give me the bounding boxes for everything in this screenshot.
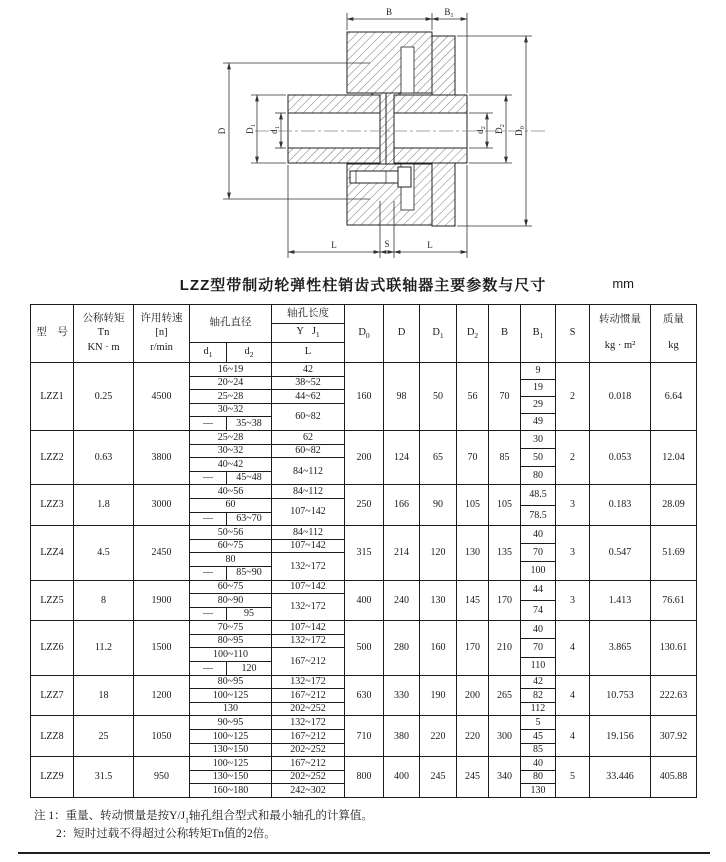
cell-B1: [521, 675, 556, 716]
header-inertia: 转动惯量 kg · m²: [590, 305, 651, 363]
b1-value: 50: [521, 449, 555, 467]
cell-bore-range: 80~90: [190, 594, 272, 608]
cell-B1: [521, 430, 556, 484]
b1-value: 29: [521, 397, 555, 414]
cell-bore-range: 30~32: [190, 403, 272, 417]
cell-D1: 65: [420, 430, 457, 484]
b1-stack: [521, 431, 555, 484]
cell-bore-range: 20~24: [190, 376, 272, 390]
b1-stack: [521, 676, 555, 716]
cell-bore-d2: 120: [227, 662, 272, 676]
dim-label-d2: $d_2$: [475, 126, 487, 134]
cell-D: 330: [384, 675, 420, 716]
cell-length: 202~252: [272, 743, 345, 757]
cell-S: 3: [556, 485, 590, 526]
cell-bore-range: 25~28: [190, 390, 272, 404]
cell-D0: 315: [345, 526, 384, 580]
cell-length: 107~142: [272, 498, 345, 525]
cell-speed: 1900: [134, 580, 190, 621]
b1-value: 130: [530, 784, 546, 796]
cell-inertia: 0.183: [590, 485, 651, 526]
b1-value: 9: [521, 363, 555, 380]
cell-D2: 145: [457, 580, 489, 621]
table-row: [31, 485, 697, 499]
cell-length: 60~82: [272, 403, 345, 430]
cell-D0: 710: [345, 716, 384, 757]
cell-speed: 950: [134, 757, 190, 798]
cell-speed: 1500: [134, 621, 190, 675]
cell-bore-d2: 85~90: [227, 566, 272, 580]
header-YJ1: Y $J_1$: [272, 324, 345, 343]
cell-speed: 4500: [134, 363, 190, 431]
cell-D2: 170: [457, 621, 489, 675]
cell-S: 4: [556, 621, 590, 675]
cell-B: 210: [489, 621, 521, 675]
cell-model: LZZ5: [31, 580, 74, 621]
cell-inertia: 0.053: [590, 430, 651, 484]
cell-length: 167~212: [272, 648, 345, 675]
table-row: [31, 580, 697, 594]
dim-label-D1: $D_1$: [245, 124, 257, 134]
unit-label: mm: [612, 276, 634, 291]
cell-B1: [521, 485, 556, 526]
cell-mass: 405.88: [651, 757, 697, 798]
cell-length: 42: [272, 363, 345, 377]
cell-D: 240: [384, 580, 420, 621]
b1-stack: [521, 485, 555, 525]
table-row: [31, 363, 697, 377]
header-d1: $d_1$: [190, 343, 227, 363]
b1-value: 80: [533, 470, 543, 482]
header-D0: $D_0$: [345, 305, 384, 363]
cell-bore-range: 130~150: [190, 770, 272, 784]
cell-D: 166: [384, 485, 420, 526]
cell-bore-range: 130~150: [190, 743, 272, 757]
b1-value: 44: [521, 581, 555, 601]
cell-length: 132~172: [272, 553, 345, 580]
dim-label-d1: $d_1$: [269, 126, 281, 134]
header-L: L: [272, 343, 345, 363]
left-hub: [288, 95, 380, 163]
cell-bore-d1: —: [190, 471, 227, 485]
table-header: [31, 305, 697, 363]
cell-speed: 1050: [134, 716, 190, 757]
table-row: [31, 757, 697, 771]
cell-length: 60~82: [272, 444, 345, 458]
b1-value: 70: [521, 544, 555, 562]
b1-value: 40: [521, 526, 555, 544]
header-mass: 质量 kg: [651, 305, 697, 363]
cell-torque: 0.25: [74, 363, 134, 431]
cell-B1: [521, 363, 556, 431]
cell-speed: 3800: [134, 430, 190, 484]
b1-value: 82: [521, 689, 555, 703]
cell-model: LZZ9: [31, 757, 74, 798]
cell-mass: 6.64: [651, 363, 697, 431]
cell-length: 132~172: [272, 594, 345, 621]
cell-D: 400: [384, 757, 420, 798]
b1-stack: [521, 581, 555, 621]
cell-torque: 0.63: [74, 430, 134, 484]
cell-model: LZZ4: [31, 526, 74, 580]
cell-model: LZZ1: [31, 363, 74, 431]
cell-bore-range: 90~95: [190, 716, 272, 730]
cell-D2: 220: [457, 716, 489, 757]
cell-inertia: 10.753: [590, 675, 651, 716]
cell-D: 214: [384, 526, 420, 580]
dim-label-L-right: L: [427, 240, 433, 250]
b1-value: 70: [521, 639, 555, 657]
cell-inertia: 0.018: [590, 363, 651, 431]
cell-torque: 31.5: [74, 757, 134, 798]
cell-D0: 800: [345, 757, 384, 798]
header-S: S: [556, 305, 590, 363]
cell-length: 107~142: [272, 580, 345, 594]
b1-value: 80: [521, 771, 555, 785]
cell-D1: 245: [420, 757, 457, 798]
cell-D0: 160: [345, 363, 384, 431]
cell-length: 84~112: [272, 458, 345, 485]
table-row: [31, 526, 697, 540]
b1-value: 40: [521, 621, 555, 639]
cell-bore-range: 100~110: [190, 648, 272, 662]
header-D1: $D_1$: [420, 305, 457, 363]
note-2: 2：短时过载不得超过公称转矩Tn值的2倍。: [56, 827, 276, 840]
cell-length: 84~112: [272, 526, 345, 540]
cell-D0: 200: [345, 430, 384, 484]
cell-D1: 190: [420, 675, 457, 716]
cell-B: 170: [489, 580, 521, 621]
b1-value: 48.5: [521, 485, 555, 505]
cell-bore-range: 80~95: [190, 634, 272, 648]
b1-stack: [521, 621, 555, 674]
cell-bore-range: 30~32: [190, 444, 272, 458]
cell-torque: 8: [74, 580, 134, 621]
cell-D: 124: [384, 430, 420, 484]
cell-bore-d1: —: [190, 566, 227, 580]
dim-label-L-left: L: [331, 240, 337, 250]
cell-length: 132~172: [272, 675, 345, 689]
cell-inertia: 1.413: [590, 580, 651, 621]
table-row: [31, 430, 697, 444]
dim-label-B1: $B_1$: [444, 7, 454, 19]
cell-S: 4: [556, 716, 590, 757]
cell-model: LZZ3: [31, 485, 74, 526]
cell-D2: 56: [457, 363, 489, 431]
cell-length: 38~52: [272, 376, 345, 390]
header-d2: $d_2$: [227, 343, 272, 363]
header-D2: $D_2$: [457, 305, 489, 363]
cell-S: 2: [556, 363, 590, 431]
cell-D0: 500: [345, 621, 384, 675]
cell-bore-d2: 35~38: [227, 417, 272, 431]
header-D: D: [384, 305, 420, 363]
header-model: 型 号: [31, 305, 74, 363]
b1-value: 42: [521, 676, 555, 690]
cell-bore-range: 40~42: [190, 458, 272, 472]
cell-D1: 90: [420, 485, 457, 526]
b1-stack: [521, 526, 555, 579]
cell-inertia: 0.547: [590, 526, 651, 580]
parameter-table: [30, 304, 697, 798]
cell-inertia: 19.156: [590, 716, 651, 757]
cell-bore-range: 100~125: [190, 757, 272, 771]
cell-length: 167~212: [272, 689, 345, 703]
cell-D2: 200: [457, 675, 489, 716]
cell-length: 167~212: [272, 730, 345, 744]
b1-value: 85: [533, 744, 543, 756]
cell-D0: 250: [345, 485, 384, 526]
cell-bore-range: 60~75: [190, 580, 272, 594]
b1-value: 40: [521, 757, 555, 771]
cell-inertia: 33.446: [590, 757, 651, 798]
cell-S: 3: [556, 526, 590, 580]
cell-bore-range: 80~95: [190, 675, 272, 689]
b1-value: 78.5: [529, 509, 547, 521]
cell-bore-range: 80: [190, 553, 272, 567]
cell-bore-range: 60~75: [190, 539, 272, 553]
coupling-cross-section: [0, 0, 726, 268]
b1-value: 74: [533, 604, 543, 616]
cell-S: 2: [556, 430, 590, 484]
cell-D1: 50: [420, 363, 457, 431]
dim-label-D: D: [217, 127, 227, 135]
header-B1: $B_1$: [521, 305, 556, 363]
b1-value: 5: [521, 716, 555, 730]
cell-B1: [521, 716, 556, 757]
bottom-rule: [18, 852, 710, 854]
cell-length: 44~62: [272, 390, 345, 404]
cell-B: 135: [489, 526, 521, 580]
cell-length: 167~212: [272, 757, 345, 771]
cell-model: LZZ7: [31, 675, 74, 716]
cell-D1: 220: [420, 716, 457, 757]
cell-B: 265: [489, 675, 521, 716]
cell-D1: 120: [420, 526, 457, 580]
b1-value: 49: [533, 416, 543, 428]
cell-B1: [521, 757, 556, 798]
table-row: [31, 675, 697, 689]
cell-bore-range: 70~75: [190, 621, 272, 635]
table-row: [31, 716, 697, 730]
cell-mass: 51.69: [651, 526, 697, 580]
b1-value: 100: [530, 565, 546, 577]
cell-D2: 70: [457, 430, 489, 484]
b1-value: 19: [521, 380, 555, 397]
cell-torque: 18: [74, 675, 134, 716]
cell-S: 3: [556, 580, 590, 621]
cell-model: LZZ8: [31, 716, 74, 757]
cell-mass: 12.04: [651, 430, 697, 484]
cell-torque: 1.8: [74, 485, 134, 526]
dim-label-S: S: [384, 239, 390, 249]
cell-S: 4: [556, 675, 590, 716]
cell-B1: [521, 621, 556, 675]
header-bore-diameter: 轴孔直径: [190, 305, 272, 343]
cell-bore-range: 16~19: [190, 363, 272, 377]
cell-length: 202~252: [272, 702, 345, 716]
cell-D0: 630: [345, 675, 384, 716]
cell-inertia: 3.865: [590, 621, 651, 675]
cell-bore-d1: —: [190, 512, 227, 526]
cell-B: 85: [489, 430, 521, 484]
b1-stack: [521, 757, 555, 797]
cell-D: 280: [384, 621, 420, 675]
cell-D0: 400: [345, 580, 384, 621]
cell-B1: [521, 526, 556, 580]
footnotes: [34, 808, 373, 844]
cell-bore-range: 100~125: [190, 730, 272, 744]
cell-bore-range: 100~125: [190, 689, 272, 703]
cell-bore-range: 60: [190, 498, 272, 512]
cell-bore-d1: —: [190, 607, 227, 621]
b1-value: 30: [521, 431, 555, 449]
b1-stack: [521, 363, 555, 430]
cell-bore-range: 50~56: [190, 526, 272, 540]
cell-D2: 245: [457, 757, 489, 798]
cell-torque: 11.2: [74, 621, 134, 675]
table-row: [31, 621, 697, 635]
page-title: LZZ型带制动轮弹性柱销齿式联轴器主要参数与尺寸: [179, 277, 547, 294]
cell-B: 105: [489, 485, 521, 526]
cell-B: 340: [489, 757, 521, 798]
cell-D2: 105: [457, 485, 489, 526]
b1-value: 112: [530, 703, 546, 715]
cell-length: 107~142: [272, 621, 345, 635]
cell-D: 380: [384, 716, 420, 757]
cell-bore-d1: —: [190, 662, 227, 676]
cell-bore-range: 25~28: [190, 430, 272, 444]
cell-mass: 130.61: [651, 621, 697, 675]
right-hub: [394, 95, 467, 163]
cell-length: 132~172: [272, 634, 345, 648]
b1-stack: [521, 716, 555, 756]
cell-bore-d1: —: [190, 417, 227, 431]
cell-mass: 222.63: [651, 675, 697, 716]
cell-D2: 130: [457, 526, 489, 580]
header-B: B: [489, 305, 521, 363]
cell-B1: [521, 580, 556, 621]
header-speed: 许用转速 [n] r/min: [134, 305, 190, 363]
cell-length: 84~112: [272, 485, 345, 499]
cell-torque: 4.5: [74, 526, 134, 580]
coupling-diagram: [0, 0, 726, 268]
cell-bore-range: 130: [190, 702, 272, 716]
cell-bore-d2: 45~48: [227, 471, 272, 485]
cell-bore-range: 160~180: [190, 784, 272, 798]
cell-bore-range: 40~56: [190, 485, 272, 499]
b1-value: 45: [521, 730, 555, 744]
dim-label-D2: $D_2$: [494, 124, 506, 134]
dim-label-B: B: [385, 7, 393, 17]
cell-bore-d2: 63~70: [227, 512, 272, 526]
cell-S: 5: [556, 757, 590, 798]
cell-bore-d2: 95: [227, 607, 272, 621]
cell-model: LZZ2: [31, 430, 74, 484]
cell-mass: 307.92: [651, 716, 697, 757]
cell-D1: 130: [420, 580, 457, 621]
cell-model: LZZ6: [31, 621, 74, 675]
cell-length: 62: [272, 430, 345, 444]
cell-speed: 2450: [134, 526, 190, 580]
cell-length: 132~172: [272, 716, 345, 730]
cell-B: 70: [489, 363, 521, 431]
cell-D: 98: [384, 363, 420, 431]
header-torque: 公称转矩 Tn KN · m: [74, 305, 134, 363]
table-body: [31, 363, 697, 798]
b1-value: 110: [530, 660, 546, 672]
cell-speed: 1200: [134, 675, 190, 716]
title-row: [0, 274, 726, 298]
cell-torque: 25: [74, 716, 134, 757]
cell-speed: 3000: [134, 485, 190, 526]
header-bore-length: 轴孔长度: [272, 305, 345, 324]
cell-mass: 28.09: [651, 485, 697, 526]
cell-length: 242~302: [272, 784, 345, 798]
note-1: 注 1：重量、转动惯量是按$Y/J_1$轴孔组合型式和最小轴孔的计算值。: [34, 810, 373, 825]
cell-length: 202~252: [272, 770, 345, 784]
cell-length: 107~142: [272, 539, 345, 553]
cell-B: 300: [489, 716, 521, 757]
cell-D1: 160: [420, 621, 457, 675]
dim-label-D0: $D_0$: [514, 126, 526, 136]
cell-mass: 76.61: [651, 580, 697, 621]
